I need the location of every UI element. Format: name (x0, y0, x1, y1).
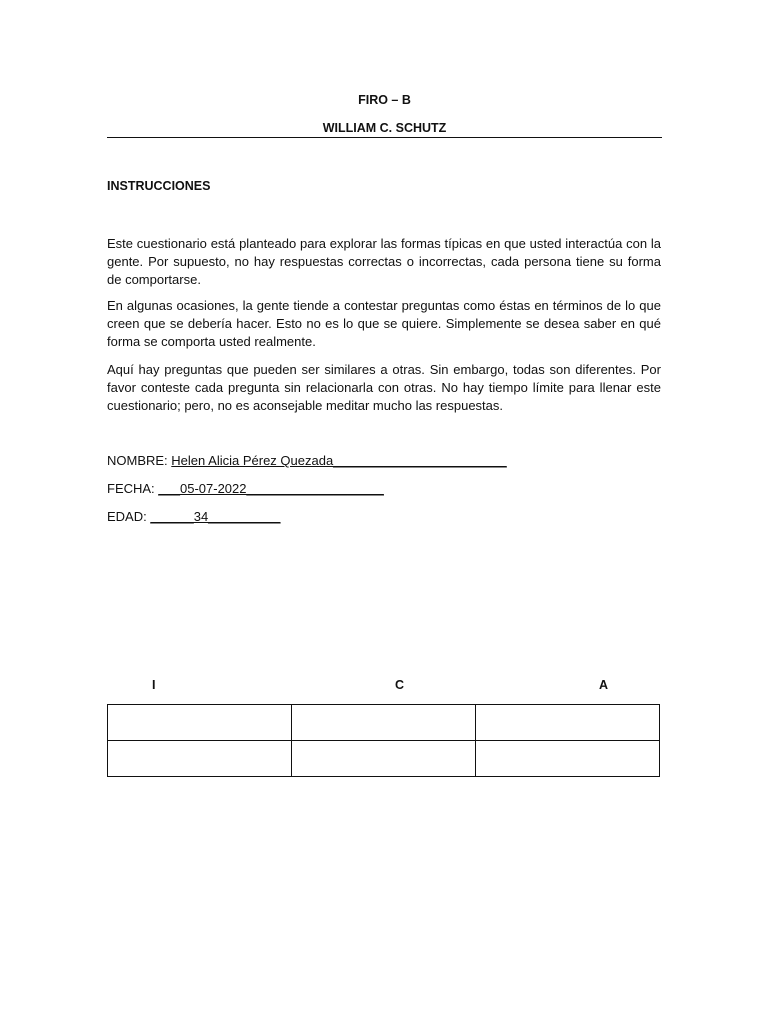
nombre-value[interactable]: Helen Alicia Pérez Quezada________________________ (171, 453, 507, 468)
score-row (108, 705, 660, 741)
edad-value[interactable]: ______34__________ (150, 509, 281, 524)
column-label-c: C (395, 678, 405, 692)
column-label-i: I (152, 678, 156, 692)
score-cell-c-2[interactable] (292, 741, 476, 777)
nombre-label: NOMBRE: (107, 453, 172, 468)
score-table (107, 704, 660, 777)
nombre-field (107, 453, 507, 468)
score-cell-a-2[interactable] (476, 741, 660, 777)
fecha-field (107, 481, 384, 496)
instructions-paragraph-2: En algunas ocasiones, la gente tiende a contestar preguntas como éstas en términos de lo que creen que se debería hacer. Esto no es lo que se quiere. Simplemente se desea saber en qué forma se comporta usted realmente. (107, 298, 661, 349)
score-cell-a-1[interactable] (476, 705, 660, 741)
instructions-heading: INSTRUCCIONES (107, 179, 211, 193)
column-label-a: A (599, 678, 609, 692)
fecha-label: FECHA: (107, 481, 159, 496)
document-title: FIRO – B (358, 93, 411, 107)
edad-field (107, 509, 280, 524)
instructions-paragraph-1: Este cuestionario está planteado para explorar las formas típicas en que usted interactúa con la gente. Por supuesto, no hay respuestas correctas o incorrectas, cada persona tiene su forma de comportarse. (107, 236, 661, 287)
score-row (108, 741, 660, 777)
score-cell-i-2[interactable] (108, 741, 292, 777)
fecha-value[interactable]: ___05-07-2022___________________ (158, 481, 384, 496)
document-author: WILLIAM C. SCHUTZ (322, 121, 447, 135)
score-cell-c-1[interactable] (292, 705, 476, 741)
score-cell-i-1[interactable] (108, 705, 292, 741)
header-rule (107, 137, 662, 138)
instructions-paragraph-3: Aquí hay preguntas que pueden ser similares a otras. Sin embargo, todas son diferentes. Por favor conteste cada pregunta sin relacionarla con otras. No hay tiempo límite para llenar este cuestionario; pero, no es aconsejable meditar mucho las respuestas. (107, 362, 661, 413)
edad-label: EDAD: (107, 509, 151, 524)
